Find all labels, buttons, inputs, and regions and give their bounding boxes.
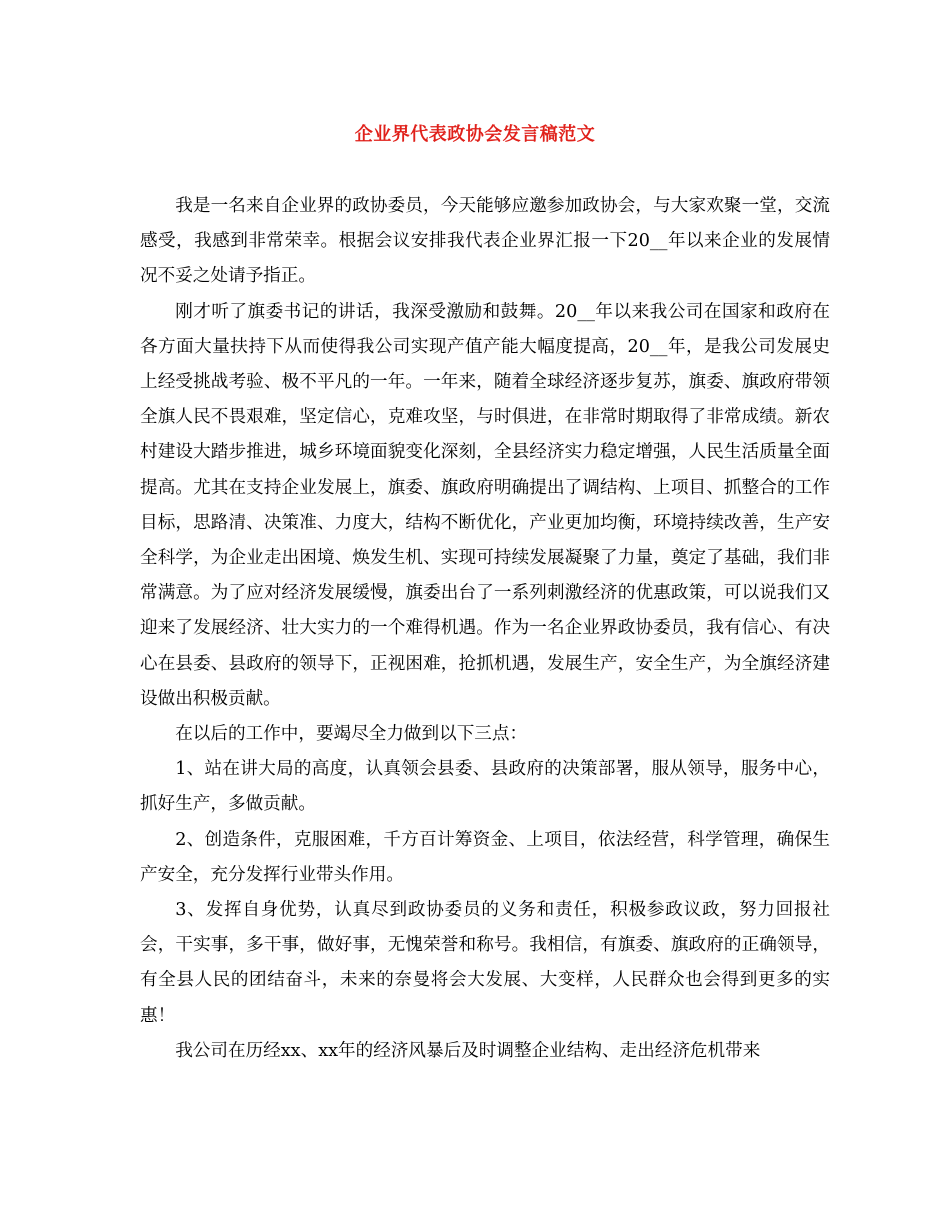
document-title: 企业界代表政协会发言稿范文 (354, 124, 596, 145)
paragraph-intro: 我是一名来自企业界的政协委员，今天能够应邀参加政协会，与大家欢聚一堂，交流感受，我感到非常荣幸。根据会议安排我代表企业界汇报一下20__年以来企业的发展情况不妥之处请予指正。 (140, 196, 830, 287)
paragraph-point-3: 3、发挥自身优势，认真尽到政协委员的义务和责任，积极参政议政，努力回报社会，干实事，多干事，做好事，无愧荣誉和称号。我相信，有旗委、旗政府的正确领导，有全县人民的团结奋斗，未来的奈曼将会大发展、大变样，人民群众也会得到更多的实惠！ (140, 900, 830, 1026)
paragraph-company-history: 我公司在历经xx、xx年的经济风暴后及时调整企业结构、走出经济危机带来 (175, 1040, 761, 1061)
paragraph-three-points-intro: 在以后的工作中，要竭尽全力做到以下三点： (175, 724, 528, 745)
document-body (140, 189, 830, 1069)
paragraph-point-2: 2、创造条件，克服困难，千方百计筹资金、上项目，依法经营，科学管理，确保生产安全，充分发挥行业带头作用。 (140, 829, 830, 885)
paragraph-point-1: 1、站在讲大局的高度，认真领会县委、县政府的决策部署，服从领导，服务中心，抓好生产，多做贡献。 (140, 759, 830, 815)
paragraph-speech-response: 刚才听了旗委书记的讲话，我深受激励和鼓舞。20__年以来我公司在国家和政府在各方面大量扶持下从而使得我公司实现产值产能大幅度提高，20__年，是我公司发展史上经受挑战考验、极不平凡的一年。一年来，随着全球经济逐步复苏，旗委、旗政府带领全旗人民不畏艰难，坚定信心，克难攻坚，与时俱进，在非常时期取得了非常成绩。新农村建设大踏步推进，城乡环境面貌变化深刻，全县经济实力稳定增强，人民生活质量全面提高。尤其在支持企业发展上，旗委、旗政府明确提出了调结构、上项目、抓整合的工作目标，思路清、决策准、力度大，结构不断优化，产业更加均衡，环境持续改善，生产安全科学，为企业走出困境、焕发生机、实现可持续发展凝聚了力量，奠定了基础，我们非常满意。为了应对经济发展缓慢，旗委出台了一系列刺激经济的优惠政策，可以说我们又迎来了发展经济、壮大实力的一个难得机遇。作为一名企业界政协委员，我有信心、有决心在县委、县政府的领导下，正视困难，抢抓机遇，发展生产，安全生产，为全旗经济建设做出积极贡献。 (140, 301, 830, 709)
